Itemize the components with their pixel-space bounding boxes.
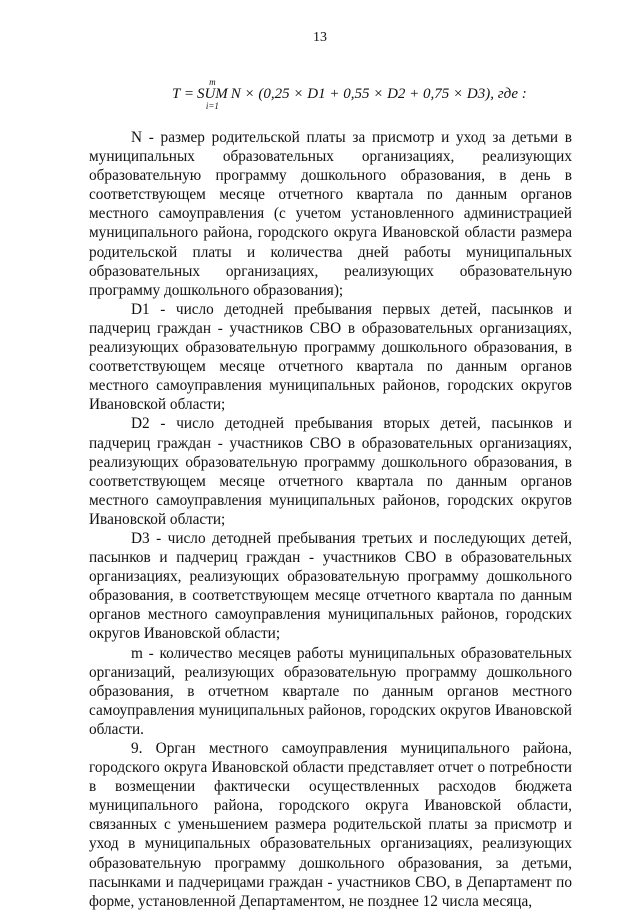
paragraph-item-9: 9. Орган местного самоуправления муниципального района, городского округа Ивановской области представляет отчет о потребности в возмещении фактически осуществленных расходов бюджета муниципального района, городского округа Ивановской области, связанных с уменьшением размера родительской платы за присмотр и уход в муниципальных образовательных организациях, реализующих образовательную программу дошкольного образования, за детьми, пасынками и падчерицами граждан - участников СВО, в Департамент по форме, установленной Департаментом, не позднее 12 числа месяца, xyxy=(89,740,572,910)
page-number: 13 xyxy=(313,30,327,45)
paragraph-n-definition: N - размер родительской платы за присмотр и уход за детьми в муниципальных образовательных организациях, реализующих образовательную программу дошкольного образования, в день в соответствующем месяце отчетного квартала по данным органов местного самоуправления (с учетом установленного администрацией муниципального района, городского округа Ивановской области размера родительской платы и количества дней работы муниципальных образовательных организациях, реализующих образовательную программу дошкольного образования); xyxy=(89,129,572,299)
document-body xyxy=(89,128,572,911)
paragraph-d1-definition: D1 - число детодней пребывания первых детей, пасынков и падчериц граждан - участников СВО в образовательных организациях, реализующих образовательную программу дошкольного образования, в соответствующем месяце отчетного квартала по данным органов местного самоуправления муниципальных районов, городских округов Ивановской области; xyxy=(89,300,572,414)
paragraph-d3-definition: D3 - число детодней пребывания третьих и последующих детей, пасынков и падчериц граждан - участников СВО в образовательных организациях, реализующих образовательную программу дошкольного образования, в соответствующем месяце отчетного квартала по данным органов местного самоуправления муниципальных районов, городских округов Ивановской области; xyxy=(89,529,572,643)
sum-operator xyxy=(197,78,228,111)
sum-symbol: SUM xyxy=(196,86,228,102)
paragraph-m-definition: m - количество месяцев работы муниципальных образовательных организаций, реализующих образовательную программу дошкольного образования, в отчетном квартале по данным органов местного самоуправления муниципальных районов, городских округов Ивановской области. xyxy=(89,644,572,738)
sum-lower-limit: i=1 xyxy=(205,101,219,111)
formula-rhs: N × (0,25 × D1 + 0,55 × D2 + 0,75 × D3), где : xyxy=(230,86,527,102)
formula-lhs: T = xyxy=(172,86,194,102)
paragraph-d2-definition: D2 - число детодней пребывания вторых детей, пасынков и падчериц граждан - участников СВО в образовательных организациях, реализующих образовательную программу дошкольного образования, в соответствующем месяце отчетного квартала по данным органов местного самоуправления муниципальных районов, городских округов Ивановской области; xyxy=(89,415,572,528)
sum-upper-limit: m xyxy=(209,77,216,87)
formula xyxy=(172,78,527,111)
